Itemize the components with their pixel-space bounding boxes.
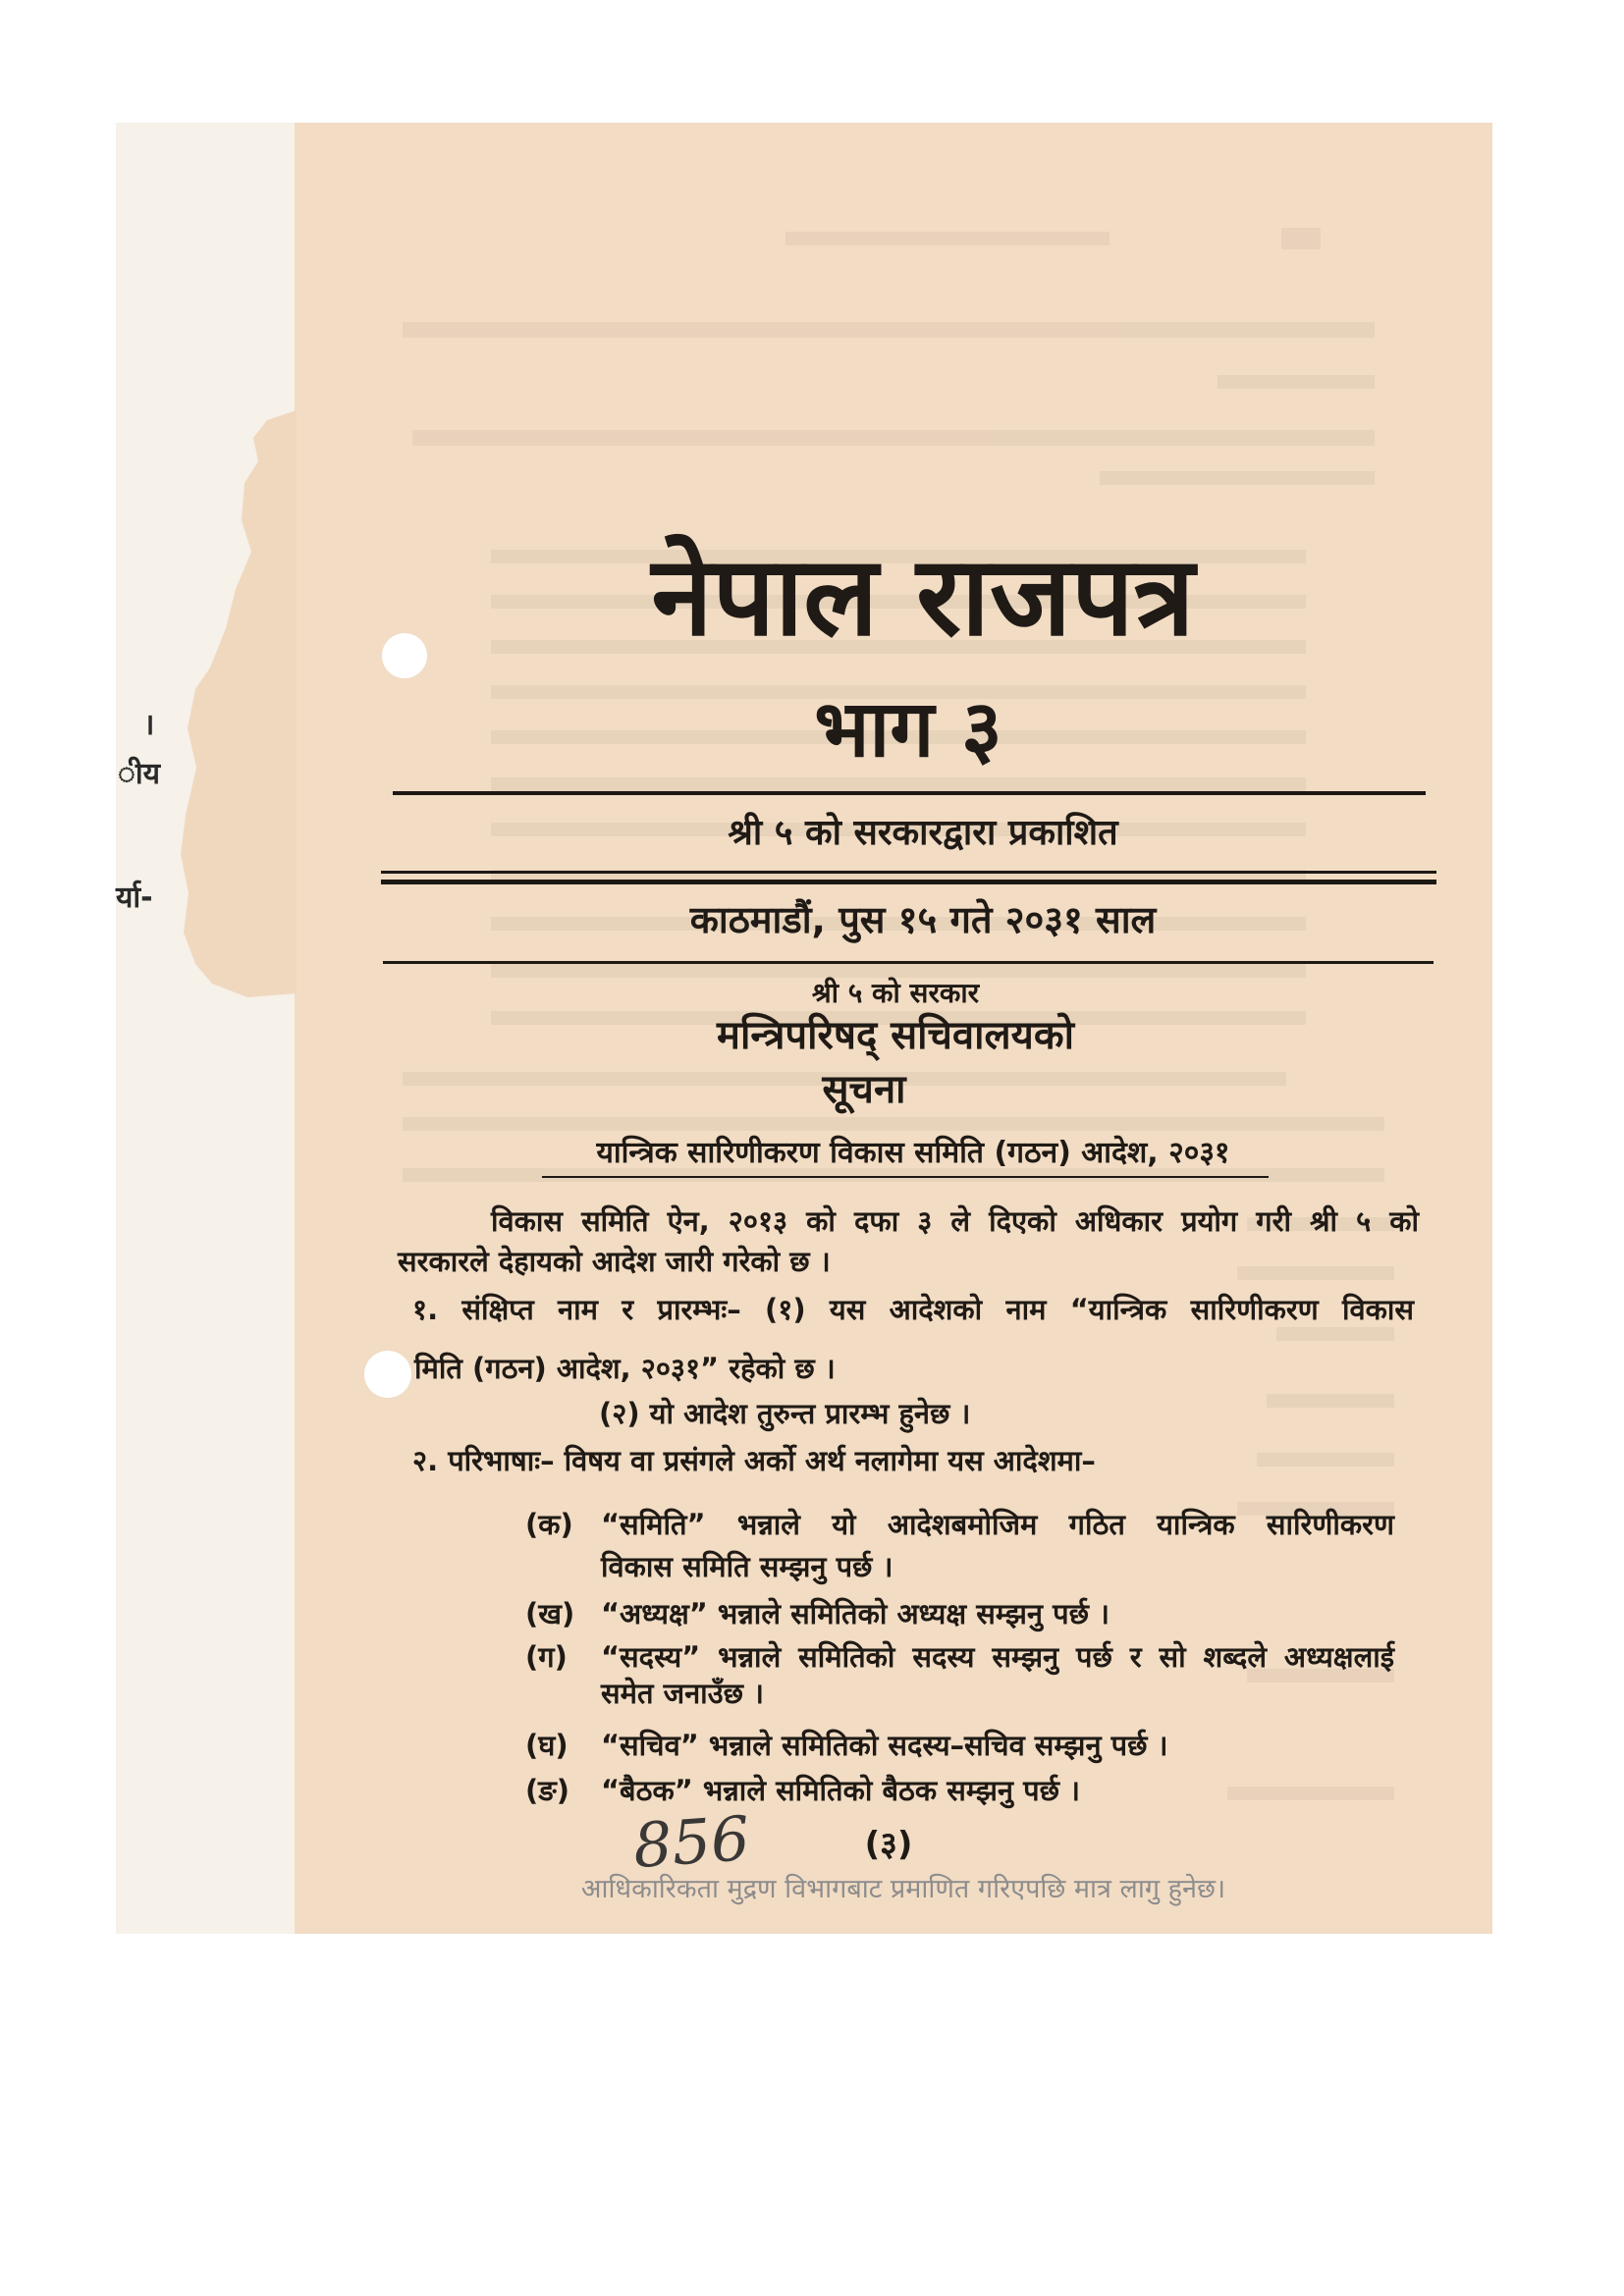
clause-label: (ख) (525, 1597, 575, 1630)
clause-label: (क) (525, 1508, 573, 1541)
clause-label: (घ) (525, 1729, 568, 1762)
margin-fragment: र्या- (116, 881, 153, 915)
clause-label: (ङ) (525, 1774, 569, 1807)
clause-text: विकास समिति सम्झनु पर्छ । (601, 1550, 893, 1583)
horizontal-rule (383, 961, 1434, 964)
issuing-office: मन्त्रिपरिषद् सचिवालयको (717, 1013, 1074, 1058)
order-title: यान्त्रिक सारिणीकरण विकास समिति (गठन) आदेश, २०३१ (596, 1136, 1230, 1170)
gazette-part: भाग ३ (814, 683, 1002, 774)
section-2-heading: २. परिभाषाः– विषय वा प्रसंगले अर्को अर्थ नलागेमा यस आदेशमा– (412, 1444, 1096, 1477)
title-underline (542, 1176, 1269, 1178)
punch-hole (364, 1351, 411, 1398)
clause-text: “समिति” भन्नाले यो आदेशबमोजिम गठित यान्त्रिक सारिणीकरण (601, 1508, 1394, 1541)
punch-hole (382, 633, 427, 678)
clause-label: (ग) (525, 1640, 568, 1674)
notice-heading: सूचना (822, 1067, 906, 1112)
clause-text: “सदस्य” भन्नाले समितिको सदस्य सम्झनु पर्छ र सो शब्दले अध्यक्षलाई (601, 1640, 1394, 1674)
section-1-line: मिति (गठन) आदेश, २०३१” रहेको छ । (414, 1352, 836, 1385)
clause-text: “सचिव” भन्नाले समितिको सदस्य–सचिव सम्झनु पर्छ । (601, 1729, 1168, 1762)
publisher-line: श्री ५ को सरकारद्वारा प्रकाशित (728, 813, 1118, 853)
page-number: (३) (864, 1825, 913, 1864)
horizontal-rule (393, 791, 1426, 795)
margin-fragment: । (143, 708, 155, 742)
dateline: काठमाडौं, पुस १५ गते २०३१ साल (689, 898, 1157, 941)
margin-strip (116, 123, 302, 1934)
horizontal-rule (381, 880, 1436, 884)
section-1-subclause: (२) यो आदेश तुरुन्त प्रारम्भ हुनेछ । (599, 1397, 971, 1430)
margin-fragment: ीय (118, 757, 160, 791)
section-1-line: १. संक्षिप्त नाम र प्रारम्भः– (१) यस आदेशको नाम “यान्त्रिक सारिणीकरण विकास (412, 1293, 1414, 1326)
authenticity-note: आधिकारिकता मुद्रण विभागबाट प्रमाणित गरिएपछि मात्र लागु हुनेछ। (580, 1874, 1226, 1904)
clause-text: समेत जनाउँछ । (601, 1677, 765, 1710)
gazette-title: नेपाल राजपत्र (651, 533, 1195, 661)
handwritten-number: 856 (630, 1801, 752, 1883)
clause-text: “अध्यक्ष” भन्नाले समितिको अध्यक्ष सम्झनु पर्छ । (601, 1597, 1110, 1630)
preamble-line: विकास समिति ऐन, २०१३ को दफा ३ ले दिएको अधिकार प्रयोग गरी श्री ५ को (491, 1204, 1419, 1238)
preamble-line: सरकारले देहायको आदेश जारी गरेको छ । (398, 1245, 831, 1278)
issuer: श्री ५ को सरकार (811, 977, 980, 1009)
clause-text: “बैठक” भन्नाले समितिको बैठक सम्झनु पर्छ । (601, 1774, 1080, 1807)
horizontal-rule (381, 871, 1436, 874)
